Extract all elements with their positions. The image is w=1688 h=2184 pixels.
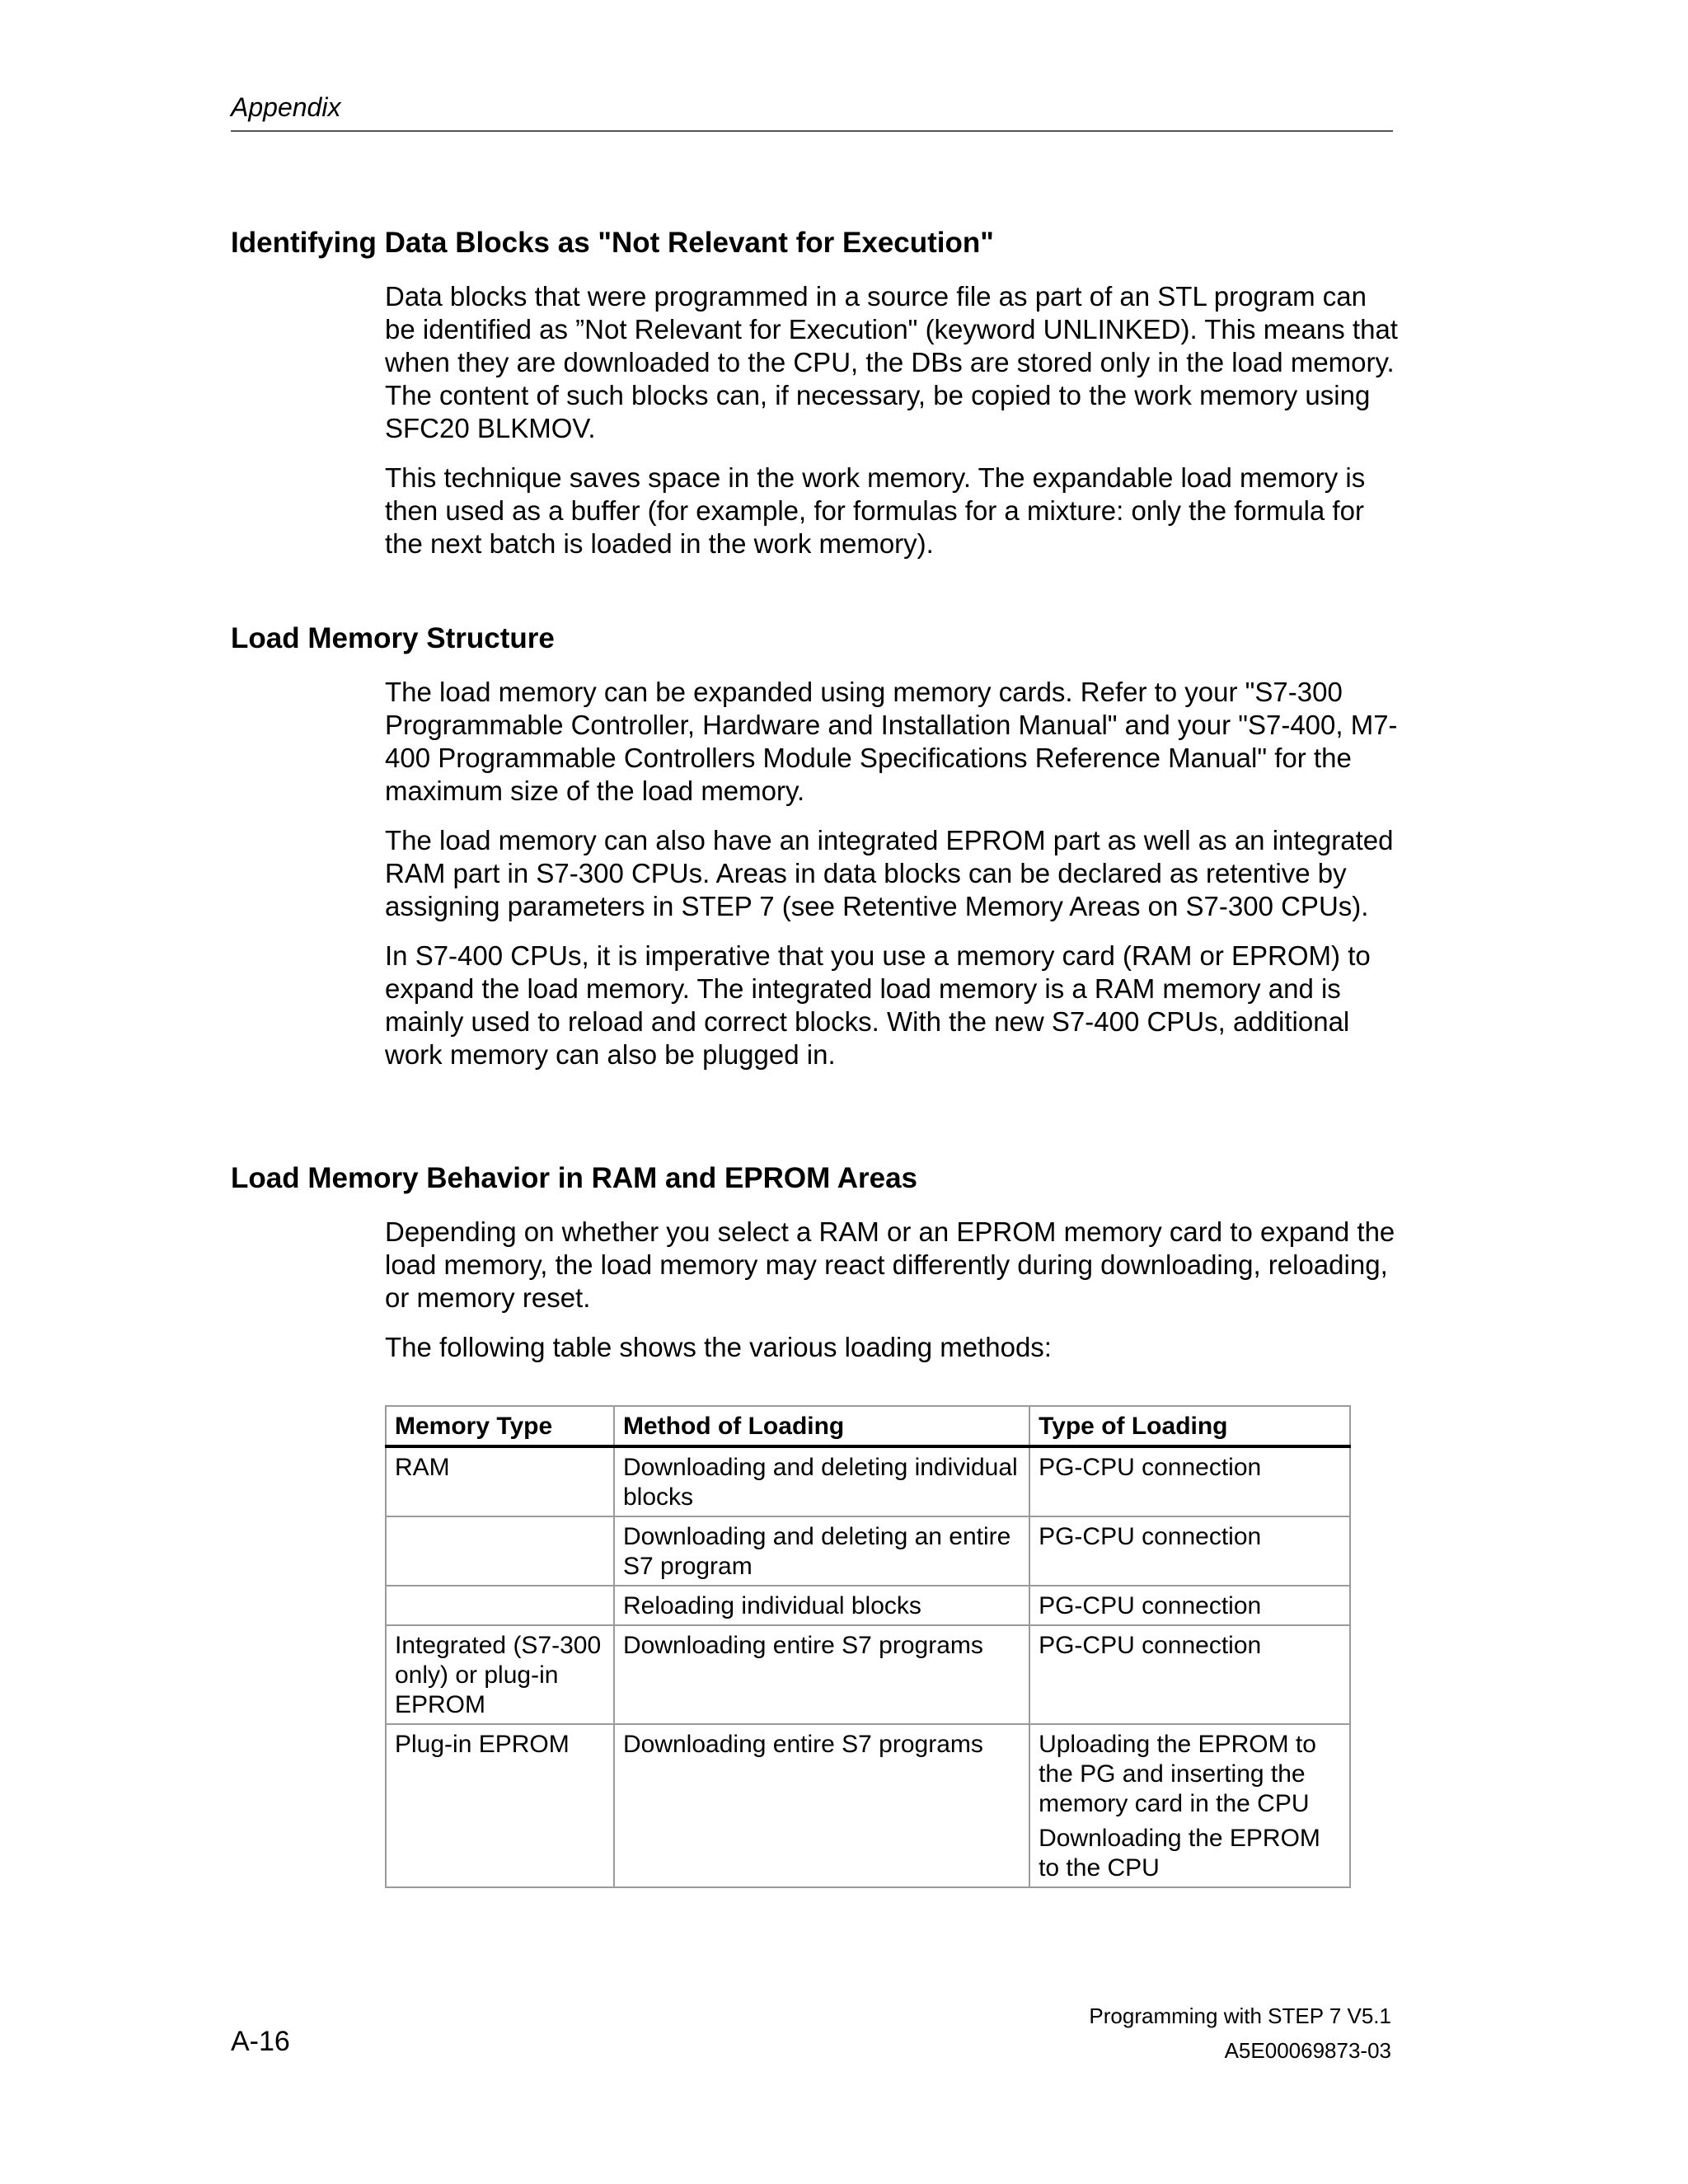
column-header-method-of-loading: Method of Loading	[614, 1406, 1029, 1446]
paragraph: The load memory can also have an integrated EPROM part as well as an integrated RAM part in S7-300 CPUs. Areas in data blocks can be declared as retentive by assigning parameters in STEP 7 (see Retentive Memory Areas on S7-300 CPUs).	[385, 825, 1394, 921]
table-cell	[386, 1586, 614, 1625]
section-heading-load-memory-behavior: Load Memory Behavior in RAM and EPROM Areas	[231, 1162, 918, 1194]
section-body-not-relevant	[385, 280, 1399, 577]
paragraph: Data blocks that were programmed in a source file as part of an STL program can be identified as ”Not Relevant for Execution" (keyword UNLINKED). This means that when they are downloaded to the CPU, the DBs are stored only in the load memory. The content of such blocks can, if necessary, be copied to the work memory using SFC20 BLKMOV.	[385, 281, 1398, 443]
section-body-load-memory-behavior	[385, 1216, 1399, 1380]
table-cell: Reloading individual blocks	[614, 1586, 1029, 1625]
table-cell-line: Downloading the EPROM to the CPU	[1039, 1825, 1320, 1882]
table-cell: Downloading and deleting an entire S7 program	[614, 1516, 1029, 1586]
section-heading-not-relevant: Identifying Data Blocks as "Not Relevant for Execution"	[231, 227, 994, 259]
table-cell-line: Uploading the EPROM to the PG and inserting the memory card in the CPU	[1039, 1731, 1316, 1817]
paragraph: The load memory can be expanded using memory cards. Refer to your "S7-300 Programmable Controller, Hardware and Installation Manual" and your "S7-400, M7-400 Programmable Controllers Module Specifications Reference Manual" for the maximum size of the load memory.	[385, 677, 1398, 806]
table-cell: PG-CPU connection	[1029, 1516, 1350, 1586]
table-cell	[1029, 1724, 1350, 1887]
table-cell: PG-CPU connection	[1029, 1446, 1350, 1516]
section-heading-load-memory-structure: Load Memory Structure	[231, 622, 555, 654]
table-row	[386, 1625, 1350, 1724]
header-title: Appendix	[231, 92, 341, 122]
page-number: A-16	[231, 2026, 290, 2057]
paragraph: Depending on whether you select a RAM or an EPROM memory card to expand the load memory, the load memory may react differently during downloading, reloading, or memory reset.	[385, 1216, 1395, 1313]
loading-methods-table	[385, 1405, 1351, 1888]
table-header-row	[386, 1406, 1350, 1446]
table-cell: PG-CPU connection	[1029, 1586, 1350, 1625]
table-cell: Plug-in EPROM	[386, 1724, 614, 1887]
table-cell: PG-CPU connection	[1029, 1625, 1350, 1724]
table-cell: Downloading entire S7 programs	[614, 1625, 1029, 1724]
table-cell	[386, 1516, 614, 1586]
page-header	[231, 91, 1393, 132]
paragraph: The following table shows the various loading methods:	[385, 1332, 1052, 1362]
table-row	[386, 1586, 1350, 1625]
table-row	[386, 1724, 1350, 1887]
column-header-memory-type: Memory Type	[386, 1406, 614, 1446]
footer-book-title: Programming with STEP 7 V5.1	[1089, 2004, 1391, 2028]
table-cell: Downloading and deleting individual blocks	[614, 1446, 1029, 1516]
paragraph: This technique saves space in the work memory. The expandable load memory is then used as a buffer (for example, for formulas for a mixture: only the formula for the next batch is loaded in the work memory).	[385, 462, 1366, 559]
table-row	[386, 1516, 1350, 1586]
paragraph: In S7-400 CPUs, it is imperative that you use a memory card (RAM or EPROM) to expand the load memory. The integrated load memory is a RAM memory and is mainly used to reload and correct blocks. With the new S7-400 CPUs, additional work memory can also be plugged in.	[385, 940, 1371, 1070]
footer-info	[1089, 1999, 1391, 2068]
table-cell: Integrated (S7-300 only) or plug-in EPROM	[386, 1625, 614, 1724]
table-cell: Downloading entire S7 programs	[614, 1724, 1029, 1887]
section-body-load-memory-structure	[385, 676, 1399, 1088]
table-row	[386, 1446, 1350, 1516]
table-cell: RAM	[386, 1446, 614, 1516]
footer-doc-id: A5E00069873-03	[1224, 2038, 1391, 2063]
column-header-type-of-loading: Type of Loading	[1029, 1406, 1350, 1446]
